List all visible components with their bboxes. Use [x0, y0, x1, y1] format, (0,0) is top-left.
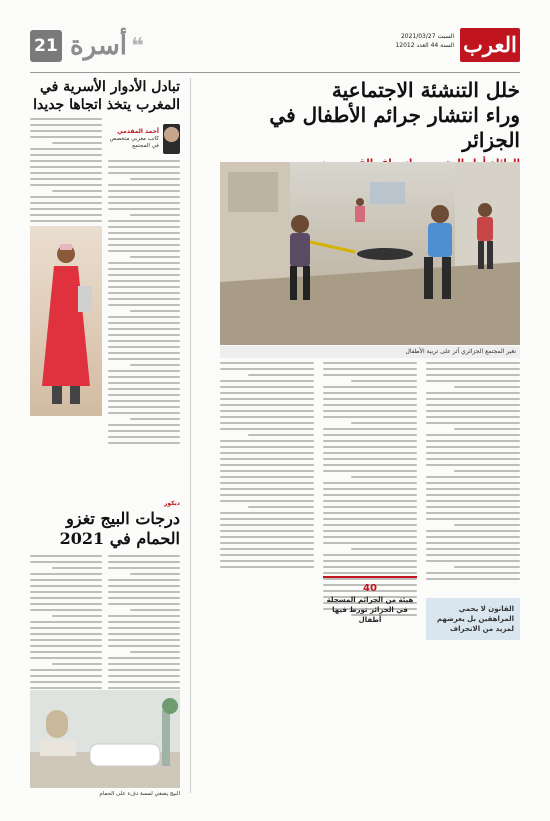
sidebar-box-text: القانون لا يحمي المراهقين بل يعرضهم لمزيد من الانحراف	[436, 605, 514, 633]
issue-info	[395, 32, 454, 50]
author-block	[108, 124, 180, 154]
pull-quote	[323, 576, 417, 625]
masthead-divider	[30, 72, 520, 73]
left-bottom-text-column	[108, 555, 180, 699]
column-divider	[190, 78, 191, 793]
main-story-body	[220, 362, 520, 792]
main-story-photo[interactable]	[220, 162, 520, 345]
section-title: أسرة	[70, 31, 127, 61]
page-number: 21	[30, 30, 62, 62]
left-top-story	[30, 78, 180, 458]
beige-bathroom-illustration	[30, 690, 180, 788]
issue-number: السنة 44 العدد 12012	[395, 42, 454, 49]
bathroom-photo[interactable]	[30, 690, 180, 788]
bathroom-photo-caption: البيج يضفي لمسة دفء على الحمام	[99, 791, 180, 797]
story-kicker: ديكور	[163, 500, 180, 507]
main-story-header	[220, 78, 520, 170]
author-avatar	[163, 124, 180, 154]
pull-quote-number: 40	[363, 583, 377, 594]
main-photo-caption: تغير المجتمع الجزائري أثر على تربية الأطفال	[220, 346, 520, 358]
pull-quote-text: هيئة من الجرائم المسجلة في الجزائر تورط فيها أطفال	[326, 596, 414, 624]
main-headline[interactable]	[220, 78, 520, 153]
issue-date: السبت 2021/03/27	[400, 33, 454, 40]
children-playing-illustration	[220, 162, 520, 345]
body-column-3	[220, 362, 314, 792]
left-top-text-column	[108, 118, 180, 448]
newspaper-logo[interactable]: العرب	[460, 28, 520, 62]
left-bottom-headline[interactable]: درجات البيج تغزو الحمام في 2021	[59, 509, 180, 548]
main-headline-line1: خلل التنشئة الاجتماعية	[331, 78, 520, 102]
left-top-story-body	[30, 118, 180, 458]
author-name: أحمد المقدمي	[117, 128, 159, 135]
author-note: كاتب مغربي متخصص في المجتمع	[109, 136, 159, 149]
left-top-text-column-2	[30, 118, 102, 238]
left-bottom-story	[30, 500, 180, 685]
masthead	[30, 28, 520, 70]
quote-mark-icon: ❝	[130, 33, 144, 59]
woman-in-dress-illustration	[30, 226, 102, 416]
sidebar-box	[426, 598, 520, 640]
left-top-headline[interactable]: تبادل الأدوار الأسرية في المغرب يتخذ اتجاها جديدا	[33, 79, 180, 113]
section-tab	[30, 28, 144, 64]
woman-photo[interactable]	[30, 226, 102, 416]
left-bottom-story-body	[30, 555, 180, 685]
main-headline-line2: وراء انتشار جرائم الأطفال في الجزائر	[269, 103, 520, 152]
body-column-1	[426, 362, 520, 792]
left-bottom-text-column-2	[30, 555, 102, 699]
